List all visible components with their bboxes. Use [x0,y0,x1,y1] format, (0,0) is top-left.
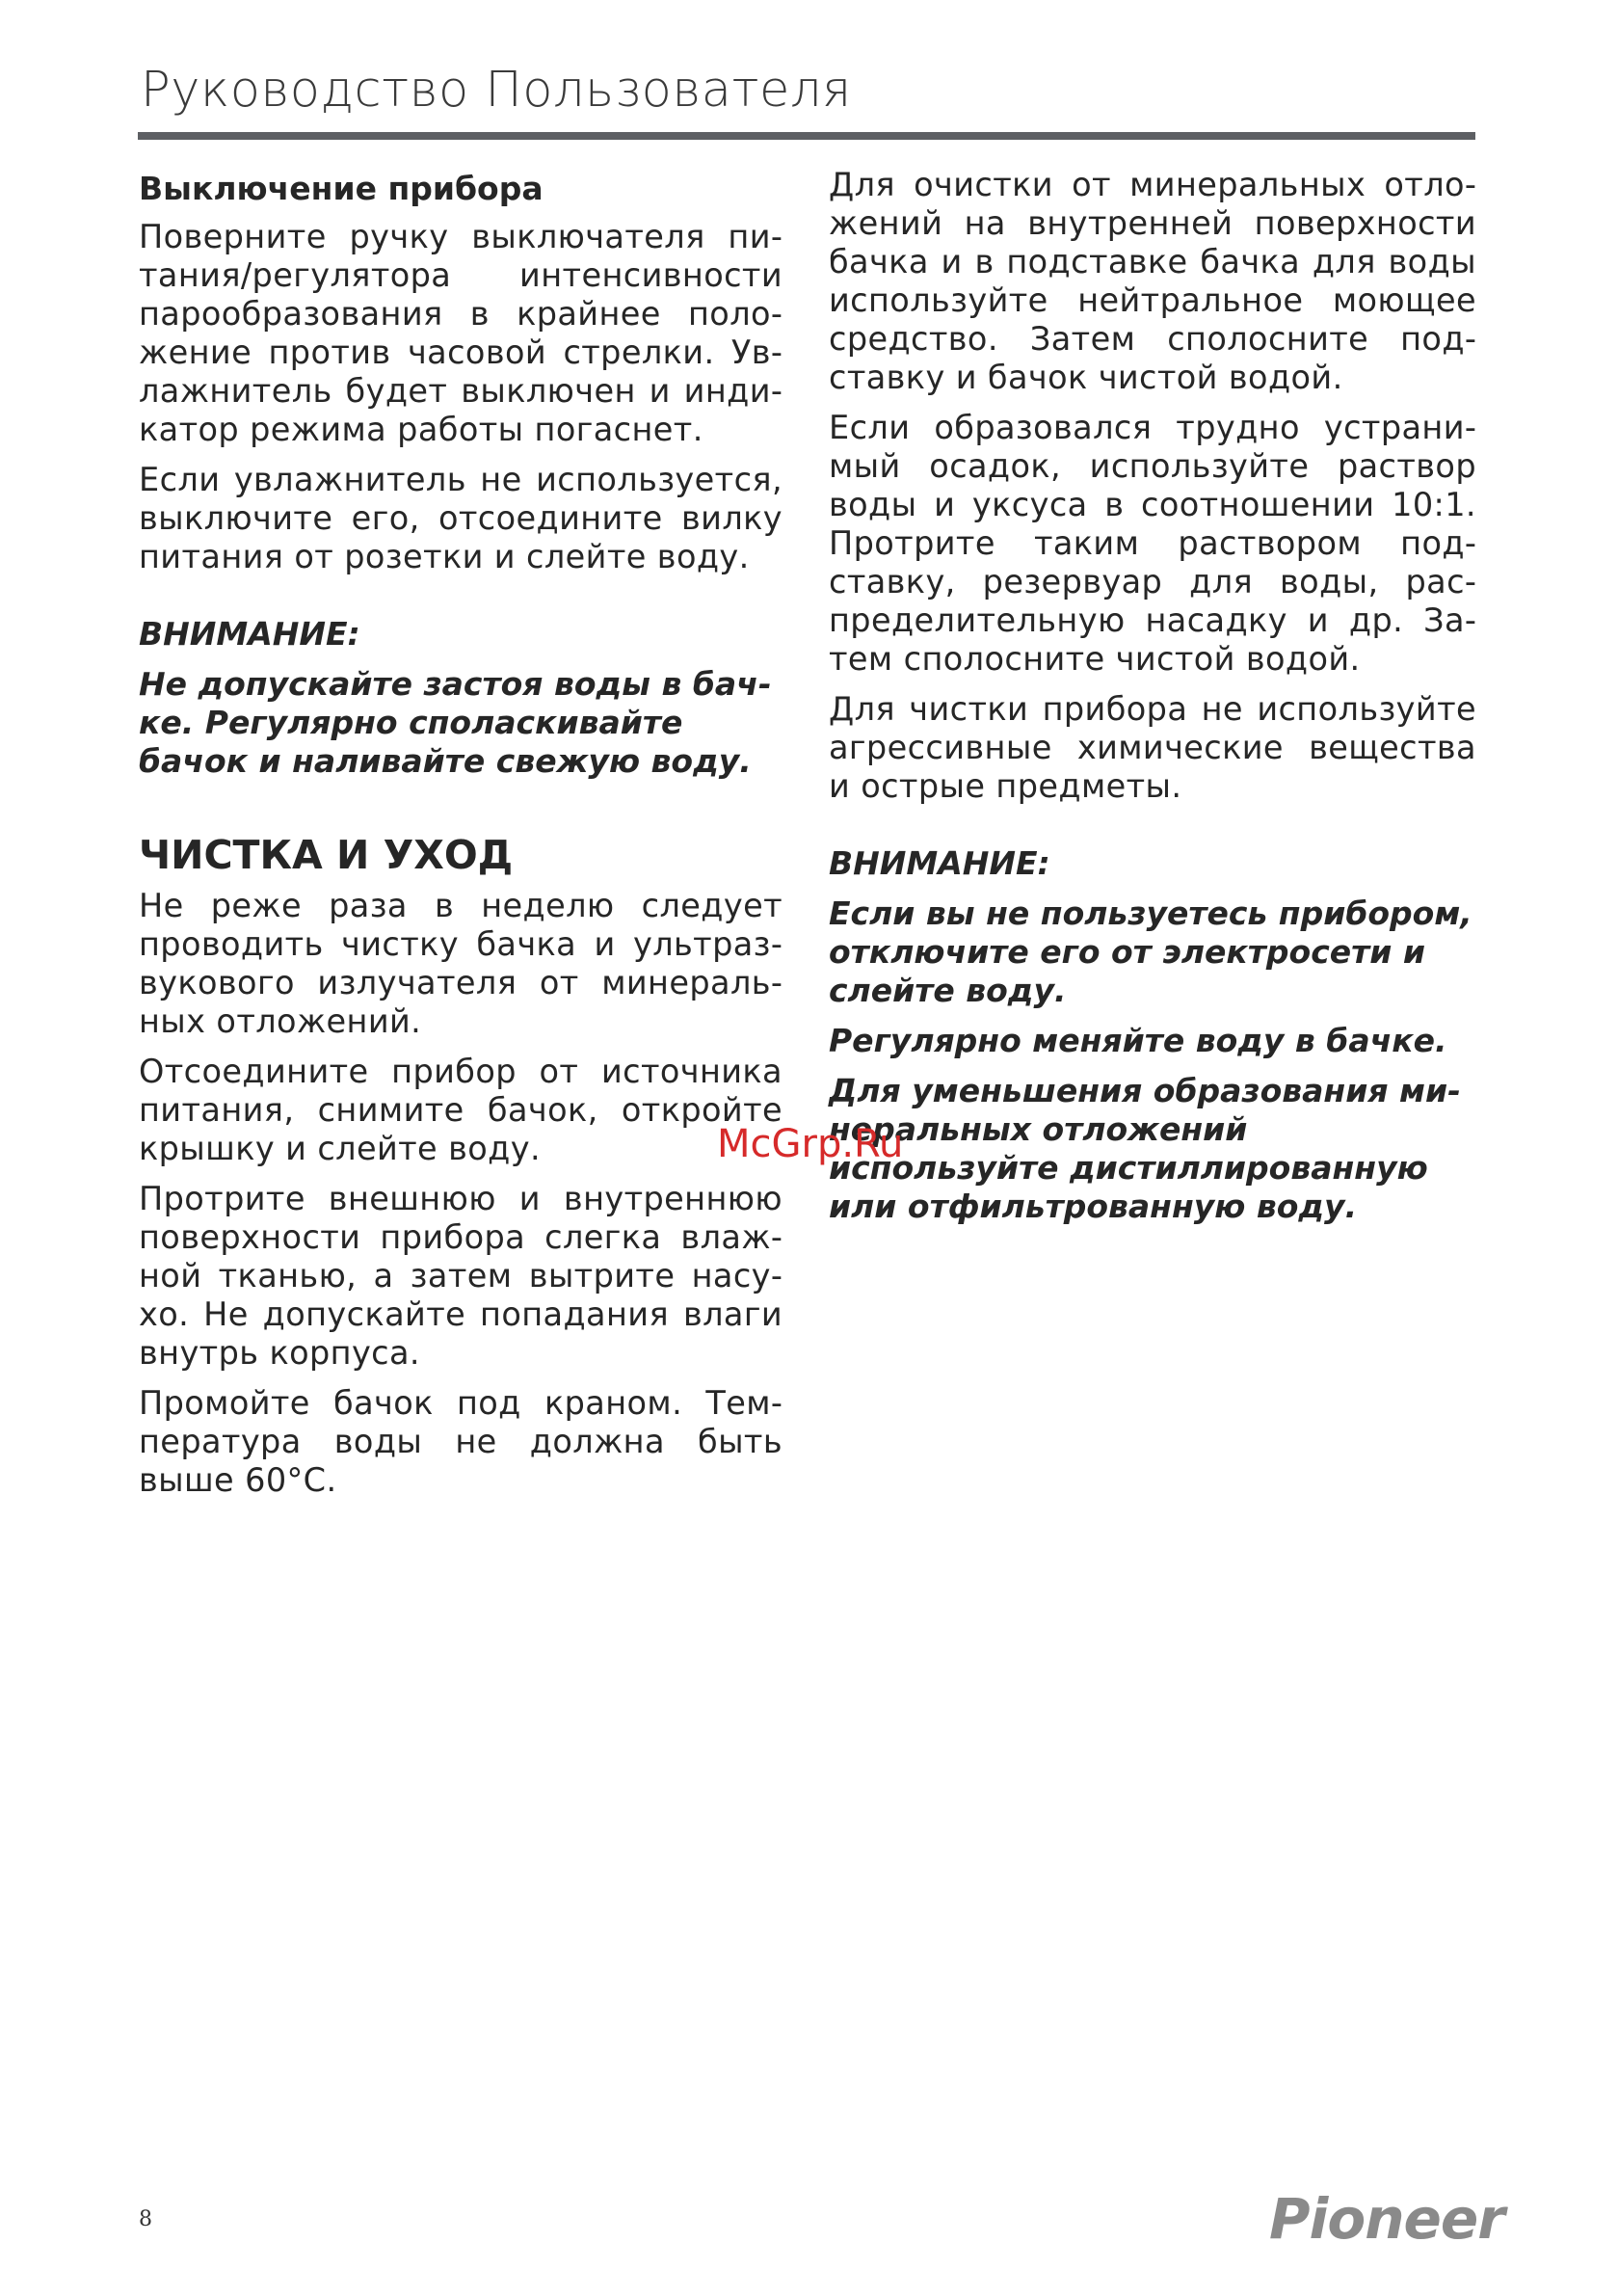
page-header-title: Руководство Пользователя [141,62,852,119]
page-number: 8 [139,2207,152,2231]
paragraph: Не реже раза в неделю следует проводить чистку бачка и ультразвукового излучателя от минеральных отложений. [139,887,782,1040]
paragraph: Если образовался трудно устранимый осадок, используйте раствор воды и уксуса в соотношении 10:1. Протрите таким раствором подставку, резервуар для воды, распределительную насадку и др. Затем сполосните чистой водой. [829,409,1476,678]
warning-title: ВНИМАНИЕ: [139,615,360,653]
warning-text: Регулярно меняйте воду в бачке. [829,1022,1447,1059]
paragraph: Если увлажнитель не используется, выключите его, отсоедините вилку питания от розетки и слейте воду. [139,461,782,575]
paragraph: Для чистки прибора не используйте агрессивные химические вещества и острые предметы. [829,690,1476,805]
brand-logo: Pioneer [1269,2186,1504,2252]
paragraph: Протрите внешнюю и внутреннюю поверхности прибора слегка влажной тканью, а затем вытрите насухо. Не допускайте попадания влаги внутрь корпуса. [139,1180,782,1372]
right-column [829,166,1476,1238]
paragraph: Промойте бачок под краном. Температура воды не должна быть выше 60°С. [139,1384,782,1499]
watermark: McGrp.Ru [717,1122,904,1166]
section-title-cleaning: ЧИСТКА И УХОД [139,832,514,878]
paragraph: Поверните ручку выключателя питания/регулятора интенсивности парообразования в крайнее положение против часовой стрелки. Увлажнитель будет выключен и индикатор режима работы погаснет. [139,218,782,448]
left-column [139,166,782,1511]
warning-text: Не допускайте застоя воды в бачке. Регулярно споласкивайте бачок и наливайте свежую воду. [139,665,772,780]
header-divider [138,132,1475,140]
warning-title: ВНИМАНИЕ: [829,844,1050,882]
paragraph: Отсоедините прибор от источника питания, снимите бачок, откройте крышку и слейте воду. [139,1053,782,1167]
warning-text: Если вы не пользуетесь прибором, отключите его от электросети и слейте воду. [829,894,1472,1009]
warning-text: Для уменьшения образования минеральных отложений используйте дистиллированную или отфильтрованную воду. [829,1072,1461,1225]
paragraph: Для очистки от минеральных отложений на внутренней поверхности бачка и в подставке бачка для воды используйте нейтральное моющее средство. Затем сполосните подставку и бачок чистой водой. [829,166,1476,396]
subheading-power-off: Выключение прибора [139,170,544,207]
